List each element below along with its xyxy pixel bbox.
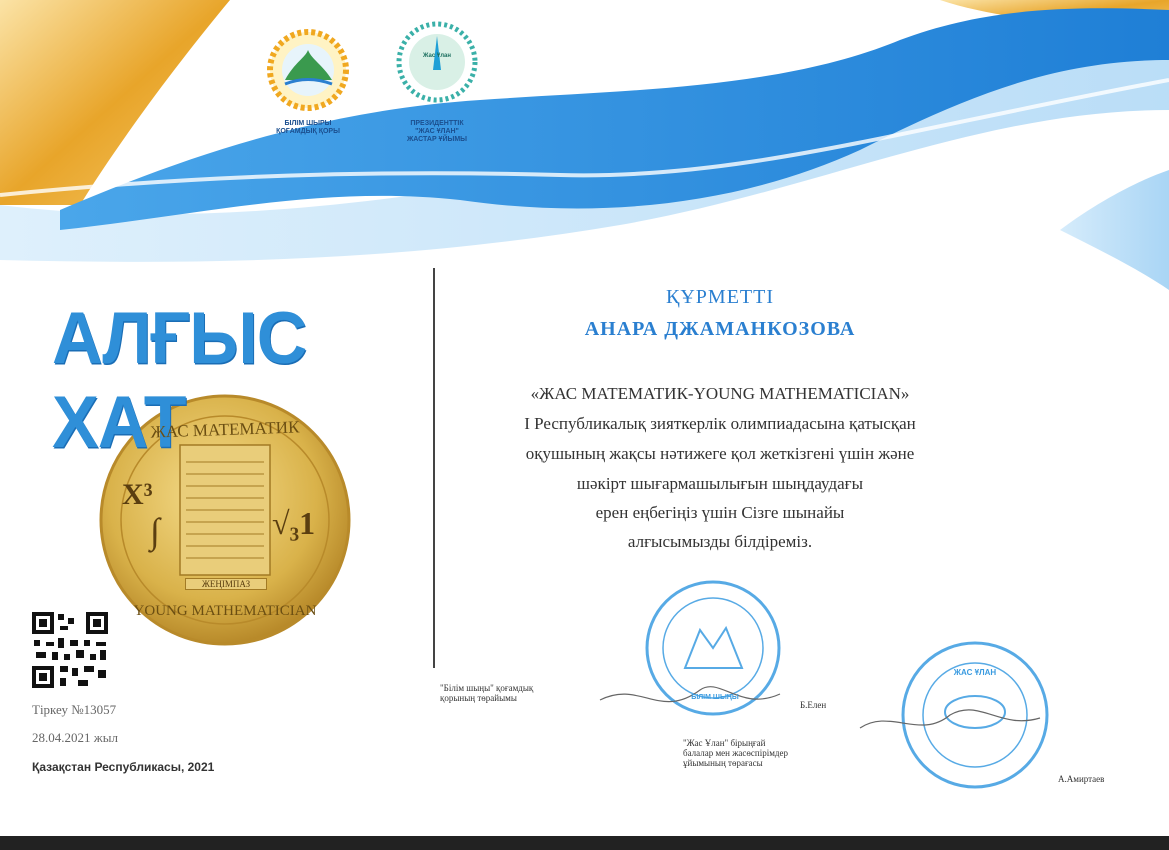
medal-banner: ЖЕҢІМПАЗ <box>185 578 267 590</box>
signature-1-title <box>440 683 533 703</box>
salutation: ҚҰРМЕТТІ <box>666 286 774 308</box>
body-line-4: шәкірт шығармашылығын шыңдаудағы <box>576 474 864 493</box>
medal-top-text: ЖАС МАТЕМАТИК <box>150 417 300 442</box>
bottom-scan-edge <box>0 836 1169 850</box>
sig2-line3: ұйымының төрағасы <box>683 758 763 768</box>
signature-1-name: Б.Елен <box>800 700 827 710</box>
sig2-line1: "Жас Ұлан" бірыңғай <box>683 738 766 748</box>
body-line-3: оқушының жақсы нәтижеге қол жеткізгені үшін және <box>525 444 915 463</box>
vertical-divider <box>433 268 435 668</box>
qr-code <box>32 612 108 688</box>
body-line-1: «ЖАС МАТЕМАТИК-YOUNG MATHEMATICIAN» <box>530 384 910 403</box>
registration-number: Тіркеу №13057 <box>32 702 117 717</box>
medal-x-label: X³ <box>122 478 153 511</box>
recipient-name: АНАРА ДЖАМАНКОЗОВА <box>584 318 856 340</box>
sig1-line1: "Білім шыңы" қоғамдық <box>440 683 534 693</box>
stamp-1-text: БІЛІМ ШЫҢЫ <box>691 694 739 701</box>
body-line-6: алғысымызды білдіреміз. <box>627 532 813 551</box>
logo-right-line2: "ЖАС ҰЛАН" <box>415 128 459 135</box>
body-line-5: ерен еңбегіңіз үшін Сізге шынайы <box>595 503 845 522</box>
medal-root-label: √₃1 <box>272 505 316 541</box>
logo-right-line3: ЖАСТАР ҰЙЫМЫ <box>406 136 468 143</box>
medal-bottom-text: YOUNG MATHEMATICIAN <box>133 603 317 619</box>
logo-left-label <box>268 120 348 136</box>
sig2-line2: балалар мен жасөспірімдер <box>683 748 788 758</box>
body-line-2: І Республикалық зияткерлік олимпиадасына қатысқан <box>524 414 916 433</box>
medal-integral: ∫ <box>150 511 160 551</box>
signature-2-title <box>683 738 788 768</box>
signature-2-name: А.Амиртаев <box>1058 774 1105 784</box>
logo-left-sub: ҚОҒАМДЫҚ ҚОРЫ <box>276 128 340 135</box>
country-year: Қазақстан Республикасы, 2021 <box>32 760 215 774</box>
logo-right-line1: ПРЕЗИДЕНТТІК <box>410 120 464 127</box>
logo-right-inner: Жас Ұлан <box>423 53 451 59</box>
registration-date: 28.04.2021 жыл <box>32 730 118 745</box>
stamp-2-text: ЖАС ҰЛАН <box>953 668 997 677</box>
sig1-line2: қорының төрайымы <box>440 693 517 703</box>
logo-right-label <box>385 120 489 144</box>
logo-left-name: БІЛІМ ШЫРЫ <box>284 120 332 127</box>
certificate-title: АЛҒЫС ХАТ <box>52 297 307 463</box>
